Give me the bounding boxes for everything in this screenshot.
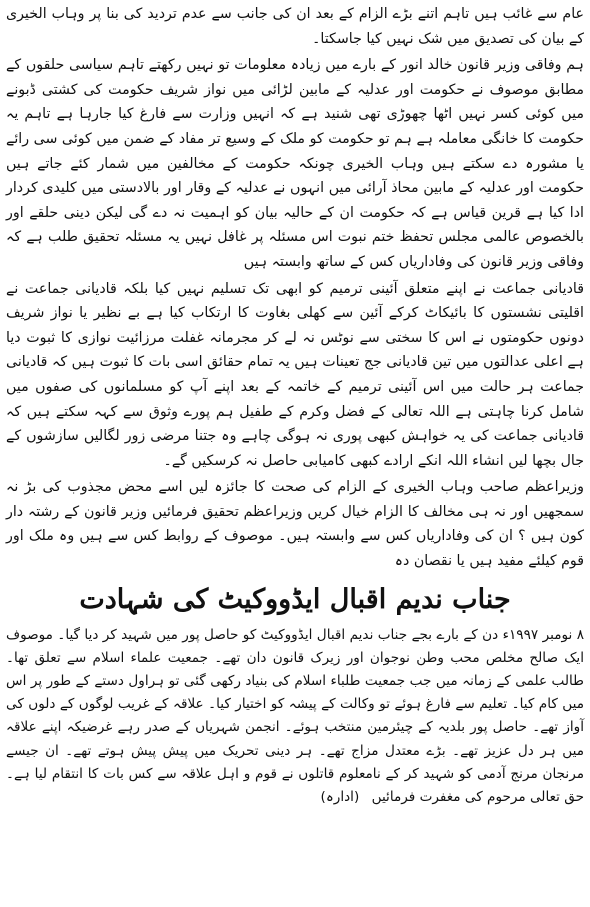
article-paragraph: قادیانی جماعت نے اپنے متعلق آئینی ترمیم کو ابھی تک تسلیم نہیں کیا بلکہ قادیانی جماعت نے اقلیتی نشستوں کا بائیکاٹ کرکے آئین سے کھلی بغاوت کا ارتکاب کیا ہے بے نظیر یا نواز شریف دونوں حکومتوں نے اس کا سختی سے نوٹس نہ لے کر مجرمانہ غفلت مرزائیت نوازی کا ثبوت دیا ہے اعلی عدالتوں میں تین قادیانی جج تعینات ہیں یہ تمام حقائق اسی بات کا ثبوت ہیں کہ قادیانی جماعت ہر حالت میں اس آئینی ترمیم کے خاتمہ کے بعد اپنے آپ کو مسلمانوں کی صفوں میں شامل کرنا چاہتی ہے اللہ تعالی کے فضل وکرم کے طفیل ہم پورے وثوق سے کہہ سکتے ہیں کہ قادیانی جماعت کی یہ خواہش کبھی پوری نہ ہوگی چاہے وہ جتنا مرضی زور لگالیں سازشوں کے جال بچھا لیں انشاء اللہ انکے ارادے کبھی کامیابی حاصل نہ کرسکیں گے۔: [6, 280, 584, 469]
obituary-section: [6, 624, 584, 810]
obituary-paragraph: [6, 624, 584, 810]
editorial-credit: (ادارہ): [320, 789, 360, 806]
editorial-article: [6, 2, 584, 574]
article-paragraph: ہم وفاقی وزیر قانون خالد انور کے بارے میں زیادہ معلومات تو نہیں رکھتے تاہم سیاسی حلقوں کے مطابق موصوف نے حکومت اور عدلیہ کے مابین لڑائی میں نواز شریف حکومت کی کشتی ڈبونے میں کوئی کسر نہیں اٹھا چھوڑی تھی شنید ہے کہ انہیں وزارت سے فارغ کیا جارہا ہے تاہم یہ حکومت کا خانگی معاملہ ہے ہم تو حکومت کو ملک کے وسیع تر مفاد کے ضمن میں کوئی سی رائے یا مشورہ دے سکتے ہیں وہاب الخیری چونکہ حکومت کے مخالفین میں شمار کئے جاتے ہیں حکومت اور عدلیہ کے مابین محاذ آرائی میں انہوں نے عدلیہ کے وقار اور بالادستی میں کلیدی کردار ادا کیا ہے قرین قیاس ہے کہ حکومت ان کے حالیہ بیان کو اہمیت نہ دے گی لیکن دینی حلقے اور بالخصوص عالمی مجلس تحفظ ختم نبوت اس مسئلہ پر غافل نہیں یہ مسئلہ تحقیق طلب ہے کہ وفاقی وزیر قانون کی وفاداریاں کس کے ساتھ وابستہ ہیں: [6, 57, 584, 270]
obituary-heading: جناب ندیم اقبال ایڈووکیٹ کی شہادت: [79, 583, 511, 615]
article-paragraph: عام سے غائب ہیں تاہم اتنے بڑے الزام کے بعد ان کی جانب سے عدم تردید کی بنا پر وہاب الخیری کے بیان کی تصدیق میں شک نہیں کیا جاسکتا۔: [6, 6, 584, 47]
obituary-text: ۸ نومبر ۱۹۹۷ء دن کے بارے بجے جناب ندیم اقبال ایڈووکیٹ کو حاصل پور میں شہید کر دیا گیا۔ موصوف ایک صالح مخلص محب وطن نوجوان اور زیرک قانون دان تھے۔ جمعیت علماء اسلام سے تعلق تھا۔ طالب علمی کے زمانہ میں جب جمعیت طلباء اسلام کی بنیاد رکھی گئی تو ہراول دستے کے طور پر اس میں کام کیا۔ تعلیم سے فارغ ہوئے تو وکالت کے پیشہ کو اختیار کیا۔ علاقہ کے غریب لوگوں کے دلوں کی آواز تھے۔ حاصل پور بلدیہ کے چیئرمین منتخب ہوئے۔ انجمن شہریاں کے صدر رہے غرضیکہ اپنے علاقہ میں ہر دل عزیز تھے۔ بڑے معتدل مزاج تھے۔ ہر دینی تحریک میں پیش پیش ہوتے تھے۔ ان جیسے مرنجان مرنج آدمی کو شہید کر کے نامعلوم قاتلوں نے قوم و اہل علاقہ سے کس بات کا انتقام لیا ہے۔ حق تعالی مرحوم کی مغفرت فرمائیں: [6, 626, 584, 806]
article-paragraph: وزیراعظم صاحب وہاب الخیری کے الزام کی صحت کا جائزہ لیں اسے محض مجذوب کی بڑ نہ سمجھیں اور نہ ہی مخالف کا الزام خیال کریں وزیراعظم تحقیق فرمائیں وزیر قانون کے رشتہ دار کون ہیں ؟ ان کی وفاداریاں کس سے وابستہ ہیں۔ موصوف کے روابط کس سے ہیں وہ ملک اور قوم کیلئے مفید ہیں یا نقصان دہ: [6, 479, 584, 570]
